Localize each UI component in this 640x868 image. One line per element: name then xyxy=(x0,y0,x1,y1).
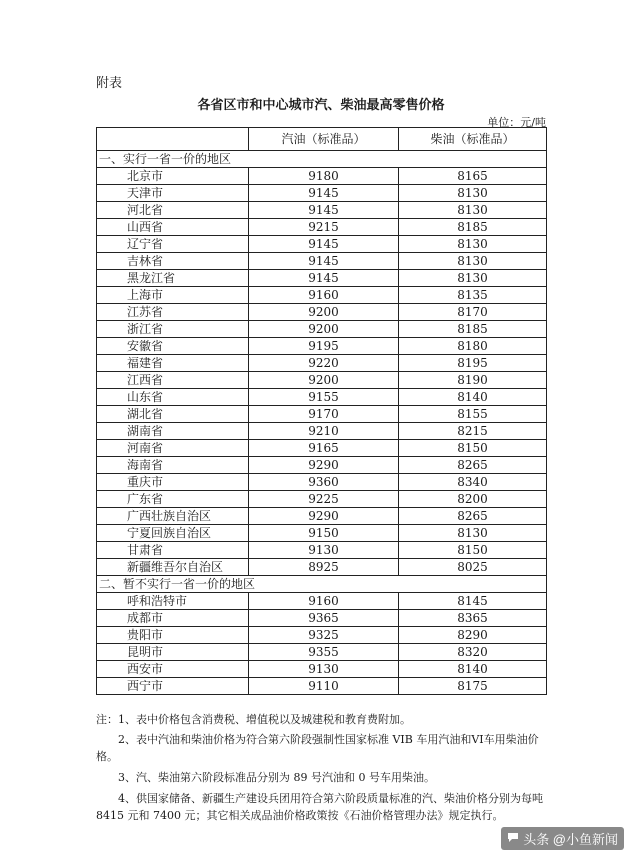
diesel-price-cell: 8265 xyxy=(399,457,547,474)
notes xyxy=(96,711,548,828)
table-row xyxy=(97,661,547,678)
gasoline-price-cell: 9290 xyxy=(249,508,399,525)
region-name-cell: 西宁市 xyxy=(97,678,249,695)
diesel-price-cell: 8185 xyxy=(399,321,547,338)
diesel-price-cell: 8135 xyxy=(399,287,547,304)
table-row xyxy=(97,508,547,525)
diesel-price-cell: 8180 xyxy=(399,338,547,355)
note-item: 注：1、表中价格包含消费税、增值税以及城建税和教育费附加。 xyxy=(96,713,411,726)
diesel-price-cell: 8170 xyxy=(399,304,547,321)
unit-label: 单位：元/吨 xyxy=(487,116,546,129)
diesel-price-cell: 8155 xyxy=(399,406,547,423)
gasoline-price-cell: 9290 xyxy=(249,457,399,474)
note-item: 4、供国家储备、新疆生产建设兵团用符合第六阶段质量标准的汽、柴油价格分别为每吨 8415 元和 7400 元；其它相关成品油价格政策按《石油价格管理办法》规定执行。 xyxy=(96,792,543,822)
watermark-text: 头条 @小鱼新闻 xyxy=(523,832,618,847)
gasoline-price-cell: 9180 xyxy=(249,168,399,185)
diesel-price-cell: 8340 xyxy=(399,474,547,491)
region-name-cell: 山东省 xyxy=(97,389,249,406)
diesel-price-cell: 8290 xyxy=(399,627,547,644)
table-row xyxy=(97,627,547,644)
diesel-price-cell: 8195 xyxy=(399,355,547,372)
region-name-cell: 广西壮族自治区 xyxy=(97,508,249,525)
region-name-cell: 西安市 xyxy=(97,661,249,678)
note-item: 3、汽、柴油第六阶段标准品分别为 89 号汽油和 0 号车用柴油。 xyxy=(118,771,435,784)
table-row xyxy=(97,389,547,406)
table-row xyxy=(97,338,547,355)
region-name-cell: 贵阳市 xyxy=(97,627,249,644)
table-row xyxy=(97,304,547,321)
region-name-cell: 黑龙江省 xyxy=(97,270,249,287)
gasoline-price-cell: 9130 xyxy=(249,542,399,559)
gasoline-price-cell: 9145 xyxy=(249,270,399,287)
region-name-cell: 重庆市 xyxy=(97,474,249,491)
diesel-price-cell: 8145 xyxy=(399,593,547,610)
table-row xyxy=(97,440,547,457)
diesel-price-cell: 8130 xyxy=(399,185,547,202)
gasoline-price-cell: 9215 xyxy=(249,219,399,236)
gasoline-price-cell: 9155 xyxy=(249,389,399,406)
diesel-price-cell: 8190 xyxy=(399,372,547,389)
table-row xyxy=(97,219,547,236)
diesel-price-cell: 8165 xyxy=(399,168,547,185)
gasoline-price-cell: 9170 xyxy=(249,406,399,423)
diesel-price-cell: 8130 xyxy=(399,236,547,253)
header-cell-gasoline: 汽油（标准品） xyxy=(249,128,399,151)
gasoline-price-cell: 9145 xyxy=(249,202,399,219)
gasoline-price-cell: 9220 xyxy=(249,355,399,372)
region-name-cell: 甘肃省 xyxy=(97,542,249,559)
diesel-price-cell: 8025 xyxy=(399,559,547,576)
region-name-cell: 昆明市 xyxy=(97,644,249,661)
gasoline-price-cell: 9355 xyxy=(249,644,399,661)
table-row xyxy=(97,236,547,253)
gasoline-price-cell: 9225 xyxy=(249,491,399,508)
page-title: 各省区市和中心城市汽、柴油最高零售价格 xyxy=(197,98,445,113)
gasoline-price-cell: 9200 xyxy=(249,321,399,338)
table-row xyxy=(97,321,547,338)
region-name-cell: 呼和浩特市 xyxy=(97,593,249,610)
appendix-label: 附表 xyxy=(96,76,123,91)
diesel-price-cell: 8175 xyxy=(399,678,547,695)
gasoline-price-cell: 9145 xyxy=(249,185,399,202)
diesel-price-cell: 8150 xyxy=(399,542,547,559)
table-row xyxy=(97,406,547,423)
diesel-price-cell: 8130 xyxy=(399,202,547,219)
section-title: 一、实行一省一价的地区 xyxy=(97,151,547,168)
region-name-cell: 上海市 xyxy=(97,287,249,304)
table-row xyxy=(97,644,547,661)
gasoline-price-cell: 9210 xyxy=(249,423,399,440)
region-name-cell: 宁夏回族自治区 xyxy=(97,525,249,542)
table-row xyxy=(97,559,547,576)
gasoline-price-cell: 9160 xyxy=(249,287,399,304)
section-title: 二、暂不实行一省一价的地区 xyxy=(97,576,547,593)
diesel-price-cell: 8200 xyxy=(399,491,547,508)
diesel-price-cell: 8140 xyxy=(399,389,547,406)
table-row xyxy=(97,474,547,491)
region-name-cell: 天津市 xyxy=(97,185,249,202)
header-cell-region xyxy=(97,128,249,151)
section-row xyxy=(97,151,547,168)
price-table xyxy=(96,127,547,695)
note-item: 2、表中汽油和柴油价格为符合第六阶段强制性国家标准 VIB 车用汽油和VI车用柴油价格。 xyxy=(96,733,539,763)
table-header-row xyxy=(97,128,547,151)
region-name-cell: 湖南省 xyxy=(97,423,249,440)
section-row xyxy=(97,576,547,593)
region-name-cell: 河北省 xyxy=(97,202,249,219)
diesel-price-cell: 8150 xyxy=(399,440,547,457)
diesel-price-cell: 8185 xyxy=(399,219,547,236)
diesel-price-cell: 8265 xyxy=(399,508,547,525)
table-row xyxy=(97,610,547,627)
region-name-cell: 成都市 xyxy=(97,610,249,627)
table-row xyxy=(97,202,547,219)
gasoline-price-cell: 9160 xyxy=(249,593,399,610)
region-name-cell: 北京市 xyxy=(97,168,249,185)
gasoline-price-cell: 9110 xyxy=(249,678,399,695)
diesel-price-cell: 8130 xyxy=(399,525,547,542)
diesel-price-cell: 8130 xyxy=(399,270,547,287)
region-name-cell: 湖北省 xyxy=(97,406,249,423)
table-body xyxy=(97,151,547,695)
table-row xyxy=(97,287,547,304)
diesel-price-cell: 8320 xyxy=(399,644,547,661)
table-row xyxy=(97,542,547,559)
region-name-cell: 江苏省 xyxy=(97,304,249,321)
gasoline-price-cell: 9360 xyxy=(249,474,399,491)
table-row xyxy=(97,185,547,202)
region-name-cell: 新疆维吾尔自治区 xyxy=(97,559,249,576)
table-row xyxy=(97,253,547,270)
region-name-cell: 山西省 xyxy=(97,219,249,236)
header-cell-diesel: 柴油（标准品） xyxy=(399,128,547,151)
region-name-cell: 浙江省 xyxy=(97,321,249,338)
gasoline-price-cell: 9150 xyxy=(249,525,399,542)
region-name-cell: 河南省 xyxy=(97,440,249,457)
gasoline-price-cell: 9195 xyxy=(249,338,399,355)
table-row xyxy=(97,423,547,440)
gasoline-price-cell: 9145 xyxy=(249,253,399,270)
gasoline-price-cell: 9130 xyxy=(249,661,399,678)
diesel-price-cell: 8365 xyxy=(399,610,547,627)
region-name-cell: 吉林省 xyxy=(97,253,249,270)
region-name-cell: 辽宁省 xyxy=(97,236,249,253)
table-row xyxy=(97,270,547,287)
region-name-cell: 海南省 xyxy=(97,457,249,474)
table-row xyxy=(97,593,547,610)
diesel-price-cell: 8130 xyxy=(399,253,547,270)
region-name-cell: 安徽省 xyxy=(97,338,249,355)
gasoline-price-cell: 9200 xyxy=(249,372,399,389)
diesel-price-cell: 8140 xyxy=(399,661,547,678)
table-row xyxy=(97,491,547,508)
table-row xyxy=(97,168,547,185)
table-row xyxy=(97,678,547,695)
diesel-price-cell: 8215 xyxy=(399,423,547,440)
gasoline-price-cell: 9145 xyxy=(249,236,399,253)
gasoline-price-cell: 8925 xyxy=(249,559,399,576)
table-row xyxy=(97,355,547,372)
region-name-cell: 广东省 xyxy=(97,491,249,508)
gasoline-price-cell: 9365 xyxy=(249,610,399,627)
region-name-cell: 江西省 xyxy=(97,372,249,389)
gasoline-price-cell: 9325 xyxy=(249,627,399,644)
table-row xyxy=(97,457,547,474)
gasoline-price-cell: 9200 xyxy=(249,304,399,321)
table-row xyxy=(97,525,547,542)
gasoline-price-cell: 9165 xyxy=(249,440,399,457)
speech-bubble-icon xyxy=(507,831,519,846)
table-row xyxy=(97,372,547,389)
region-name-cell: 福建省 xyxy=(97,355,249,372)
watermark xyxy=(501,827,624,850)
